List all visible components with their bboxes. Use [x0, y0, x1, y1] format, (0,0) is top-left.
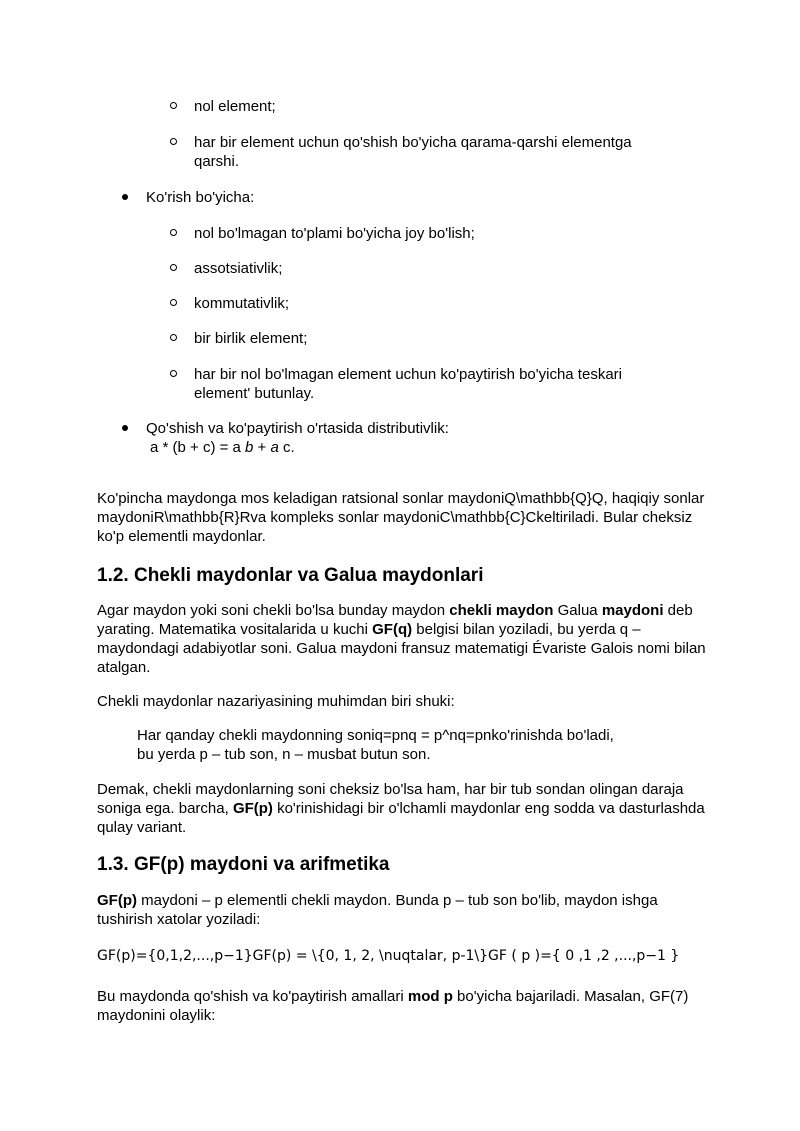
paragraph: Chekli maydonlar nazariyasining muhimdan biri shuki: — [97, 693, 455, 710]
list-item-text: Ko'rish bo'yicha: — [146, 189, 255, 206]
list-item-text: bir birlik element; — [194, 330, 308, 347]
paragraph: Demak, chekli maydonlarning soni cheksiz bo'lsa ham, har bir tub sondan olingan daraja soniga ega. barcha, GF(p) ko'rinishidagi bir o'lchamli maydonlar eng sodda va dasturlashda qulay variant. — [97, 781, 705, 836]
quote-line: bu yerda p – tub son, n – musbat butun son. — [137, 746, 431, 763]
filled-bullet-icon — [122, 425, 128, 431]
hollow-bullet-icon — [170, 264, 177, 271]
block-quote — [137, 726, 717, 764]
hollow-bullet-icon — [170, 334, 177, 341]
list-item-text: nol element; — [194, 98, 276, 115]
hollow-bullet-icon — [170, 229, 177, 236]
paragraph: Bu maydonda qo'shish va ko'paytirish amallari mod p bo'yicha bajariladi. Masalan, GF(7) maydonini olaylik: — [97, 988, 689, 1024]
list-item-text: nol bo'lmagan to'plami bo'yicha joy bo'lish; — [194, 225, 475, 242]
hollow-bullet-icon — [170, 102, 177, 109]
list-item-text: har bir nol bo'lmagan element uchun ko'paytirish bo'yicha teskari element' butunlay. — [194, 366, 622, 402]
paragraph: GF(p) maydoni – p elementli chekli maydon. Bunda p – tub son bo'lib, maydon ishga tushirish xatolar yoziladi: — [97, 892, 658, 928]
distributive-formula: a * (b + c) = a b + a c. — [150, 439, 295, 456]
list-item-text: har bir element uchun qo'shish bo'yicha qarama-qarshi elementga qarshi. — [194, 134, 632, 170]
paragraph: Ko'pincha maydonga mos keladigan ratsional sonlar maydoniQ\mathbb{Q}Q, haqiqiy sonlar maydoniR\mathbb{R}Rva kompleks sonlar maydoniC\mathbb{C}Ckeltiriladi. Bular cheksiz ko'p elementli maydonlar. — [97, 490, 705, 545]
hollow-bullet-icon — [170, 138, 177, 145]
list-item-text: Qo'shish va ko'paytirish o'rtasida distributivlik: — [146, 420, 449, 437]
paragraph: Agar maydon yoki soni chekli bo'lsa bunday maydon chekli maydon Galua maydoni deb yarating. Matematika vositalarida u kuchi GF(q) belgisi bilan yoziladi, bu yerda q – maydondagi adabiyotlar soni. Galua maydoni fransuz matematigi Évariste Galois nomi bilan atalgan. — [97, 602, 706, 676]
filled-bullet-icon — [122, 194, 128, 200]
hollow-bullet-icon — [170, 299, 177, 306]
section-heading: 1.3. GF(p) maydoni va arifmetika — [97, 854, 390, 875]
gf-formula: GF(p)={0,1,2,...,p−1}GF(p) = \{0, 1, 2, \nuqtalar, p-1\}GF ( p )={ 0 ,1 ,2 ,...,p−1 } — [97, 948, 680, 964]
quote-line: Har qanday chekli maydonning soniq=pnq = p^nq=pnko'rinishda bo'ladi, — [137, 727, 614, 744]
section-heading: 1.2. Chekli maydonlar va Galua maydonlari — [97, 565, 484, 586]
list-item-text: assotsiativlik; — [194, 260, 283, 277]
list-item-text: kommutativlik; — [194, 295, 290, 312]
hollow-bullet-icon — [170, 370, 177, 377]
